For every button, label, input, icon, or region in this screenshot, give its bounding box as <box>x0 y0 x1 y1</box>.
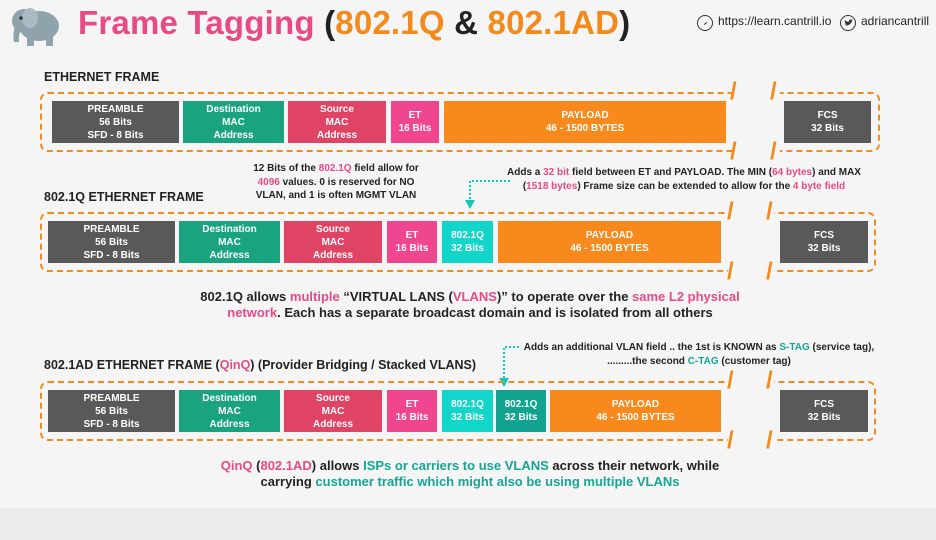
field-line: Address <box>312 418 353 430</box>
field-line: ET <box>408 110 422 121</box>
field-line: MAC <box>321 236 345 248</box>
field-line: 32 Bits <box>811 123 844 134</box>
field-line: 32 Bits <box>451 412 484 423</box>
caption-highlight: customer traffic which might also be using multiple VLANs <box>315 474 680 489</box>
note-text: .........the second <box>607 355 688 367</box>
site-link[interactable]: https://learn.cantrill.io <box>718 14 832 28</box>
field-line: PREAMBLE <box>87 103 144 115</box>
break-slash: / <box>727 367 734 394</box>
note-text: 12 Bits of the <box>253 163 319 174</box>
break-slash: / <box>770 78 777 105</box>
break-slash: / <box>727 427 734 454</box>
field-line: FCS <box>813 230 834 241</box>
note-text: ) and MAX <box>812 167 861 178</box>
caption-highlight: multiple <box>289 289 340 304</box>
note-highlight: 64 bytes <box>772 167 813 178</box>
dot1q-pointer-arrow <box>464 176 512 212</box>
social-handle[interactable]: adriancantrill <box>861 14 930 28</box>
field-line: 16 Bits <box>395 412 429 423</box>
dot1q-caption <box>120 289 820 321</box>
field-line: PAYLOAD <box>611 399 660 410</box>
break-slash: / <box>727 198 734 225</box>
payload-field <box>498 221 721 263</box>
field-line: Address <box>316 129 357 141</box>
field-line: 56 Bits <box>95 236 128 248</box>
bottom-bar <box>0 508 936 540</box>
dot1q-tag-field <box>442 221 493 263</box>
caption-text: ) allows <box>311 458 364 473</box>
field-line: 56 Bits <box>95 405 128 417</box>
title-ampersand: & <box>454 4 479 41</box>
ethertype-field <box>387 390 437 432</box>
destination-mac-field <box>179 221 280 263</box>
field-line: MAC <box>222 116 245 128</box>
field-line: MAC <box>218 405 241 417</box>
break-slash: / <box>766 198 773 225</box>
field-line: 32 Bits <box>451 243 484 254</box>
field-line: 16 Bits <box>395 243 429 254</box>
note-highlight: S-TAG <box>779 342 810 353</box>
field-line: 802.1Q <box>451 399 484 410</box>
note-text: VLAN, and 1 is often MGMT VLAN <box>255 190 417 201</box>
field-line: MAC <box>218 236 241 248</box>
caption-highlight: QinQ <box>220 458 253 473</box>
preamble-field <box>52 101 179 143</box>
caption-highlight: 802.1AD <box>260 458 312 473</box>
note-highlight: C-TAG <box>687 355 719 367</box>
caption-text: 802.1Q allows <box>200 289 290 304</box>
field-line: 46 - 1500 BYTES <box>545 123 625 134</box>
field-line: PAYLOAD <box>561 110 609 121</box>
note-highlight: 1518 bytes <box>526 180 578 192</box>
label-text: ) (Provider Bridging / Stacked VLANS) <box>250 358 477 372</box>
payload-field <box>550 390 721 432</box>
destination-mac-field <box>183 101 284 143</box>
break-slash: / <box>770 138 777 165</box>
field-line: Address <box>209 418 250 430</box>
dot1q-note-left <box>236 162 436 203</box>
note-highlight: 4 byte field <box>792 180 846 192</box>
title-paren-open: ( <box>324 4 336 41</box>
field-line: Source <box>316 223 350 235</box>
caption-highlight: network <box>227 305 278 320</box>
field-line: Source <box>320 103 354 115</box>
source-mac-field <box>288 101 386 143</box>
note-highlight: 802.1Q <box>318 163 352 174</box>
caption-highlight: ISPs or carriers to use VLANS <box>363 458 549 473</box>
page-title <box>78 4 630 42</box>
field-line: 16 Bits <box>398 123 432 134</box>
note-text: ( <box>522 180 527 192</box>
field-line: FCS <box>813 399 834 410</box>
ethernet-frame-label: ETHERNET FRAME <box>44 70 160 84</box>
field-line: Destination <box>206 103 261 115</box>
field-line: SFD - 8 Bits <box>87 129 144 141</box>
caption-highlight: VLANS <box>452 289 497 304</box>
break-slash: / <box>727 258 734 285</box>
title-dot1ad: 802.1AD <box>487 4 620 41</box>
dot1ad-frame-label <box>44 358 476 372</box>
field-line: SFD - 8 Bits <box>83 418 140 430</box>
elephant-icon <box>8 4 64 48</box>
field-line: SFD - 8 Bits <box>83 249 140 261</box>
title-dot1q: 802.1Q <box>335 4 445 41</box>
note-text: field between ET and PAYLOAD. The MIN ( <box>569 167 773 178</box>
field-line: ET <box>405 230 419 241</box>
note-highlight: 4096 <box>257 176 280 188</box>
field-line: ET <box>405 399 419 410</box>
break-slash: / <box>730 138 737 165</box>
field-line: PREAMBLE <box>83 223 140 235</box>
twitter-icon <box>840 15 856 31</box>
note-text: Adds an additional VLAN field .. the 1st is KNOWN as <box>523 342 780 353</box>
compass-icon <box>697 15 713 31</box>
preamble-field <box>48 390 175 432</box>
note-text: (customer tag) <box>718 355 791 367</box>
field-line: 802.1Q <box>504 399 538 410</box>
break-slash: / <box>730 78 737 105</box>
note-text: (service tag), <box>809 342 875 353</box>
note-text: values. 0 is reserved for NO <box>279 176 415 188</box>
break-slash: / <box>766 258 773 285</box>
dot1ad-caption <box>120 458 820 490</box>
ethertype-field <box>391 101 439 143</box>
field-line: Address <box>209 249 250 261</box>
field-line: MAC <box>325 116 349 128</box>
dot1q-note-right <box>484 166 884 193</box>
destination-mac-field <box>179 390 280 432</box>
caption-text: across their network, while <box>548 458 720 473</box>
field-line: PREAMBLE <box>83 392 140 404</box>
fcs-field <box>780 390 868 432</box>
fcs-field <box>784 101 871 143</box>
caption-text: carrying <box>260 474 316 489</box>
c-tag-field <box>496 390 546 432</box>
field-line: 46 - 1500 BYTES <box>596 412 675 423</box>
field-line: FCS <box>817 110 838 121</box>
field-line: 46 - 1500 BYTES <box>570 243 649 254</box>
caption-text: “VIRTUAL LANS ( <box>339 289 453 304</box>
field-line: 32 Bits <box>504 412 538 423</box>
note-text: ) Frame size can be extended to allow for the <box>577 180 793 192</box>
fcs-field <box>780 221 868 263</box>
field-line: Address <box>213 129 254 141</box>
field-line: 32 Bits <box>807 243 841 254</box>
break-slash: / <box>766 427 773 454</box>
field-line: Destination <box>202 392 257 404</box>
source-mac-field <box>284 390 382 432</box>
dot1ad-note <box>514 341 884 368</box>
field-line: 32 Bits <box>807 412 841 423</box>
field-line: Destination <box>202 223 257 235</box>
caption-text: ( <box>252 458 261 473</box>
source-mac-field <box>284 221 382 263</box>
break-slash: / <box>766 367 773 394</box>
note-highlight: 32 bit <box>543 167 570 178</box>
caption-text: . Each has a separate broadcast domain and is isolated from all others <box>277 305 713 320</box>
label-highlight: QinQ <box>219 358 251 372</box>
caption-highlight: same L2 physical <box>632 289 740 304</box>
field-line: 56 Bits <box>99 116 132 128</box>
field-line: 802.1Q <box>451 230 484 241</box>
ethertype-field <box>387 221 437 263</box>
s-tag-field <box>442 390 493 432</box>
note-text: Adds a <box>507 167 544 178</box>
note-text: field allow for <box>351 163 419 174</box>
preamble-field <box>48 221 175 263</box>
field-line: MAC <box>321 405 345 417</box>
title-main: Frame Tagging <box>78 4 315 41</box>
label-text: 802.1AD ETHERNET FRAME ( <box>44 358 220 372</box>
caption-text: )” to operate over the <box>496 289 633 304</box>
field-line: Source <box>316 392 350 404</box>
dot1q-frame-label: 802.1Q ETHERNET FRAME <box>44 190 204 204</box>
field-line: PAYLOAD <box>585 230 634 241</box>
field-line: Address <box>312 249 353 261</box>
payload-field <box>444 101 726 143</box>
title-paren-close: ) <box>619 4 631 41</box>
